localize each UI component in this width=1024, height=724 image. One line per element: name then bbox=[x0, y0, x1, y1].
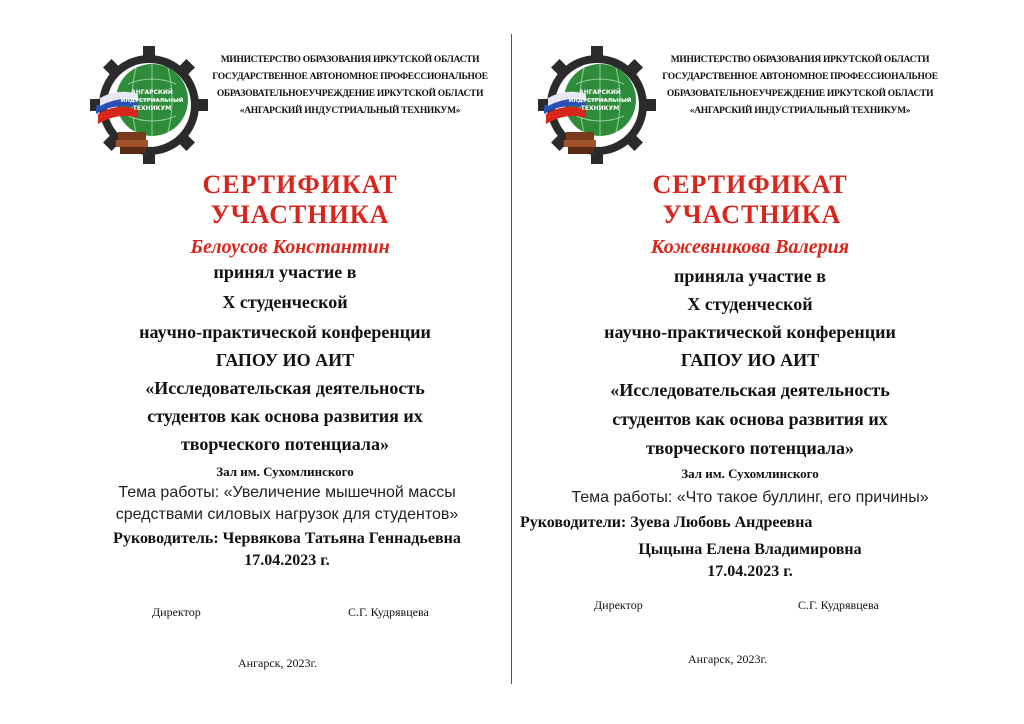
certificate-date: 17.04.2023 г. bbox=[244, 552, 330, 569]
org-line: ГОСУДАРСТВЕННОЕ АВТОНОМНОЕ ПРОФЕССИОНАЛЬНОЕ bbox=[212, 72, 488, 82]
conference-line: студентов как основа развития их bbox=[612, 409, 888, 429]
city-year: Ангарск, 2023г. bbox=[688, 652, 768, 666]
hall-name: Зал им. Сухомлинского bbox=[216, 464, 354, 479]
svg-text:АНГАРСКИЙ: АНГАРСКИЙ bbox=[131, 89, 173, 96]
svg-text:ИНДУСТРИАЛЬНЫЙ: ИНДУСТРИАЛЬНЫЙ bbox=[120, 98, 184, 104]
director-name: С.Г. Кудрявцева bbox=[348, 605, 429, 619]
conference-line: «Исследовательская деятельность bbox=[610, 380, 890, 400]
supervisor-name: Червякова Татьяна Геннадьевна bbox=[222, 530, 461, 547]
org-line: «АНГАРСКИЙ ИНДУСТРИАЛЬНЫЙ ТЕХНИКУМ» bbox=[239, 106, 461, 116]
topic-label: Тема работы: bbox=[118, 484, 224, 501]
supervisor-line bbox=[0, 530, 574, 548]
participation-text: принял участие в bbox=[213, 262, 357, 282]
certificate-title: СЕРТИФИКАТ bbox=[652, 170, 848, 199]
svg-text:АНГАРСКИЙ: АНГАРСКИЙ bbox=[579, 89, 621, 96]
conference-line: Х студенческой bbox=[687, 294, 813, 314]
supervisor-name: Зуева Любовь Андреевна bbox=[630, 514, 813, 531]
organization-header bbox=[650, 52, 950, 120]
topic-line: средствами силовых нагрузок для студентов» bbox=[115, 506, 459, 523]
conference-line: ГАПОУ ИО АИТ bbox=[680, 350, 820, 370]
technikum-logo bbox=[88, 44, 210, 166]
technikum-logo bbox=[536, 44, 658, 166]
city-year: Ангарск, 2023г. bbox=[238, 656, 318, 670]
conference-line: творческого потенциала» bbox=[645, 438, 855, 458]
topic-line bbox=[512, 489, 988, 507]
conference-line: научно-практической конференции bbox=[139, 322, 431, 342]
participant-name: Белоусов Константин bbox=[190, 236, 390, 258]
certificate-date: 17.04.2023 г. bbox=[707, 563, 793, 580]
gear-logo-icon bbox=[88, 44, 210, 166]
conference-line: студентов как основа развития их bbox=[147, 406, 423, 426]
supervisor-line bbox=[520, 514, 812, 532]
director-label: Директор bbox=[594, 598, 643, 612]
org-line: МИНИСТЕРСТВО ОБРАЗОВАНИЯ ИРКУТСКОЙ ОБЛАСТИ bbox=[220, 55, 480, 65]
org-line: ГОСУДАРСТВЕННОЕ АВТОНОМНОЕ ПРОФЕССИОНАЛЬНОЕ bbox=[662, 72, 938, 82]
supervisor-name: Цыцына Елена Владимировна bbox=[638, 541, 862, 558]
topic-label: Тема работы: bbox=[571, 489, 677, 506]
svg-text:ИНДУСТРИАЛЬНЫЙ: ИНДУСТРИАЛЬНЫЙ bbox=[568, 98, 632, 104]
conference-line: научно-практической конференции bbox=[604, 322, 896, 342]
conference-line: «Исследовательская деятельность bbox=[145, 378, 425, 398]
org-line: «АНГАРСКИЙ ИНДУСТРИАЛЬНЫЙ ТЕХНИКУМ» bbox=[689, 106, 911, 116]
supervisor-label: Руководители: bbox=[520, 514, 631, 531]
supervisor-label: Руководитель: bbox=[113, 530, 223, 547]
svg-text:ТЕХНИКУМ: ТЕХНИКУМ bbox=[132, 105, 172, 112]
certificate-title: СЕРТИФИКАТ bbox=[202, 170, 398, 199]
director-label: Директор bbox=[152, 605, 201, 619]
organization-header bbox=[200, 52, 500, 120]
topic-text: «Что такое буллинг, его причины» bbox=[676, 489, 929, 506]
certificate-right bbox=[512, 0, 1024, 724]
conference-line: творческого потенциала» bbox=[180, 434, 390, 454]
gear-logo-icon bbox=[536, 44, 658, 166]
participation-text: приняла участие в bbox=[673, 266, 827, 286]
hall-name: Зал им. Сухомлинского bbox=[681, 466, 819, 481]
org-line: ОБРАЗОВАТЕЛЬНОЕУЧРЕЖДЕНИЕ ИРКУТСКОЙ ОБЛАСТИ bbox=[666, 89, 934, 99]
conference-line: ГАПОУ ИО АИТ bbox=[215, 350, 355, 370]
svg-text:ТЕХНИКУМ: ТЕХНИКУМ bbox=[580, 105, 620, 112]
org-line: ОБРАЗОВАТЕЛЬНОЕУЧРЕЖДЕНИЕ ИРКУТСКОЙ ОБЛАСТИ bbox=[216, 89, 484, 99]
participant-name: Кожевникова Валерия bbox=[650, 236, 850, 258]
conference-line: Х студенческой bbox=[222, 292, 348, 312]
topic-line bbox=[0, 484, 574, 502]
certificate-subtitle: УЧАСТНИКА bbox=[210, 200, 390, 229]
director-name: С.Г. Кудрявцева bbox=[798, 598, 879, 612]
certificate-subtitle: УЧАСТНИКА bbox=[662, 200, 842, 229]
org-line: МИНИСТЕРСТВО ОБРАЗОВАНИЯ ИРКУТСКОЙ ОБЛАСТИ bbox=[670, 55, 930, 65]
topic-text: «Увеличение мышечной массы bbox=[223, 484, 456, 501]
